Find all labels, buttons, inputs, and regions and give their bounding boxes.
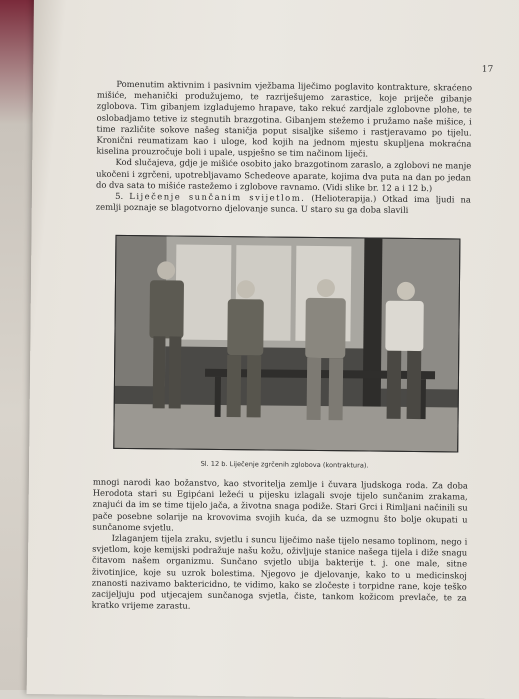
book-page (27, 0, 519, 699)
section-number: 5. (115, 190, 124, 201)
section-subtitle: (Helioterapija.) (311, 192, 377, 204)
section-title: Liječenje sunčanim svijetlom. (129, 191, 306, 203)
figure-photo (113, 235, 460, 453)
paragraph: Pomenutim aktivnim i pasivnim vježbama liječimo poglavito kontrakture, skraćeno mišiće, mehanički produžujemo, te razriješujemo zarastice, koje priječe gibanje zglobova. Tim gibanjem izgladujemo hrapave, tako rekuć zardjale zglobovne plohe, te oslobadjamo tetive iz stegnutih brazgotina. Gibanjem stežemo i pružamo naše mišice, i time različite sokove našeg staničja poput sisaljke sišemo i rastjeravamo po tijelu. Kronični reumatizam kao i uloge, kod kojih na jednom mjestu skupljena mokraćna kiselina prouzročuje boli i upale, uspješno se tim načinom liječi. (96, 78, 473, 159)
paragraph: Izlaganjem tijela zraku, svjetlu i suncu liječimo naše tijelo nesamo toplinom, nego i svjetlom, koje kemijski podražuje našu kožu, oživljuje stanice našega tijela i diže snagu čitavom našem organizmu. Sunčano svjetlo ubija bakterije t. j. one male, sitne životinjice, koje su uzrok bolestima. Njegovo je djelovanje, kako to u medicinskoj znanosti nazivamo baktericidno, te vidimo, kako se zločeste i torpidne rane, koje teško zacijeljuju pod utjecajem sunčanoga svjetla, čiste, tankom kožicom prevlače, te za kratko vrijeme zarastu. (91, 532, 468, 611)
photo-illustration (114, 236, 459, 452)
section-paragraph (96, 191, 471, 217)
bottom-text (92, 477, 468, 615)
top-text (96, 79, 472, 217)
section-text: Otkad ima ljudi na zemlji poznaje se blagotvorno djelovanje sunca. U staro su ga doba slavili (95, 193, 471, 216)
paragraph: mnogi narodi kao božanstvo, kao stvoritelja zemlje i čuvara ljudskoga roda. Za doba Herodota stari su Egipćani ležeći u pijesku izlagali svoje tijelo sunčanim zrakama, znajući da im se time tijelo jača, a životna snaga podiže. Stari Grci i Rimljani načinili su pače posebne solarije na krovovima svojih kuća, da se uzmognu što bolje okupati u sunčanome svjetlu. (92, 476, 468, 533)
page-number: 17 (481, 64, 494, 75)
figure-caption: Sl. 12 b. Liječenje zgrčenih zglobova (kontraktura). (200, 459, 369, 470)
paragraph: Kod slučajeva, gdje je mišiće osobito jako brazgotinom zaraslo, a zglobovi ne manje ukočeni i zgrčeni, upotrebljavamo Schedeove aparate, kojima dva puta na dan po jedan do dva sata to mišiće rastežemo i zglobove ravnamo. (Vidi slike br. 12 a i 12 b.) (95, 157, 472, 194)
